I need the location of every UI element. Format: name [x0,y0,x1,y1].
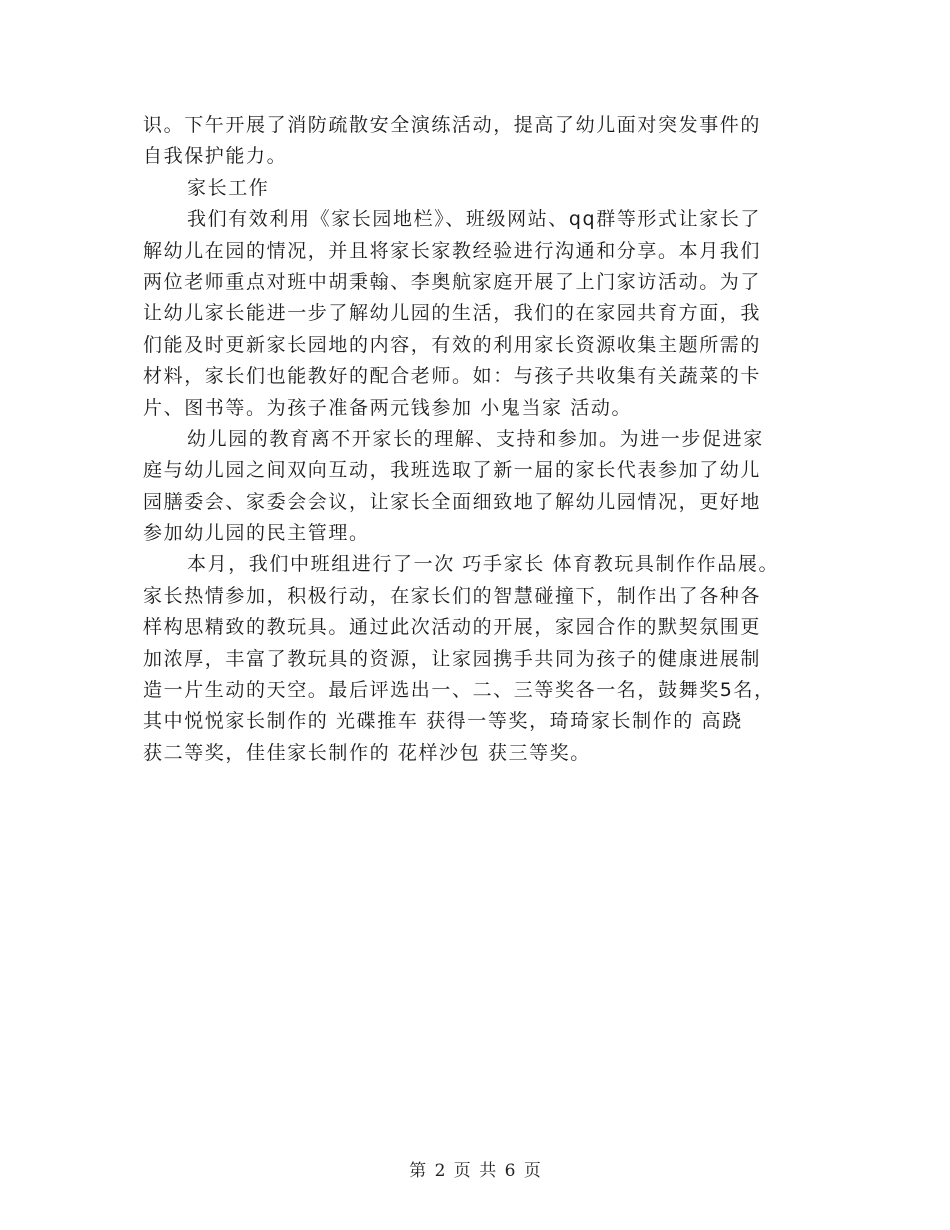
text-line: 加浓厚，丰富了教玩具的资源，让家园携手共同为孩子的健康进展制 [143,647,762,670]
text-line: 园膳委会、家委会会议，让家长全面细致地了解幼儿园情况，更好地 [143,490,762,513]
text-line: 家长工作 [187,176,270,199]
text-line: 们能及时更新家长园地的内容，有效的利用家长资源收集主题所需的 [143,333,762,356]
text-line: 幼儿园的教育离不开家长的理解、支持和参加。为进一步促进家 [187,427,764,450]
text-line: 其中悦悦家长制作的 光碟推车 获得一等奖，琦琦家长制作的 高跷 [143,710,743,733]
text-line: 识。下午开展了消防疏散安全演练活动，提高了幼儿面对突发事件的 [143,114,762,136]
text-line: 我们有效利用《家长园地栏》、班级网站、qq群等形式让家长了 [187,208,762,231]
document-body [143,110,823,769]
text-line: 自我保护能力。 [143,145,288,168]
text-line: 两位老师重点对班中胡秉翰、李奥航家庭开展了上门家访活动。为了 [143,270,762,293]
text-line: 让幼儿家长能进一步了解幼儿园的生活，我们的在家园共育方面，我 [143,302,762,325]
text-line: 造一片生动的天空。最后评选出一、二、三等奖各一名，鼓舞奖5名， [143,679,775,702]
text-line: 庭与幼儿园之间双向互动，我班选取了新一届的家长代表参加了幼儿 [143,459,762,482]
text-line: 参加幼儿园的民主管理。 [143,522,370,545]
text-line: 解幼儿在园的情况，并且将家长家教经验进行沟通和分享。本月我们 [143,239,762,262]
text-line: 本月，我们中班组进行了一次 巧手家长 体育教玩具制作作品展。 [187,553,780,576]
text-line: 样构思精致的教玩具。通过此次活动的开展，家园合作的默契氛围更 [143,616,762,639]
text-line: 获二等奖，佳佳家长制作的 花样沙包 获三等奖。 [143,741,591,764]
text-line: 材料，家长们也能教好的配合老师。如：与孩子共收集有关蔬菜的卡 [143,365,762,388]
page-number-footer: 第 2 页 共 6 页 [409,1161,541,1181]
text-line: 家长热情参加，积极行动，在家长们的智慧碰撞下，制作出了各种各 [143,584,762,607]
text-line: 片、图书等。为孩子准备两元钱参加 小鬼当家 活动。 [143,396,633,419]
